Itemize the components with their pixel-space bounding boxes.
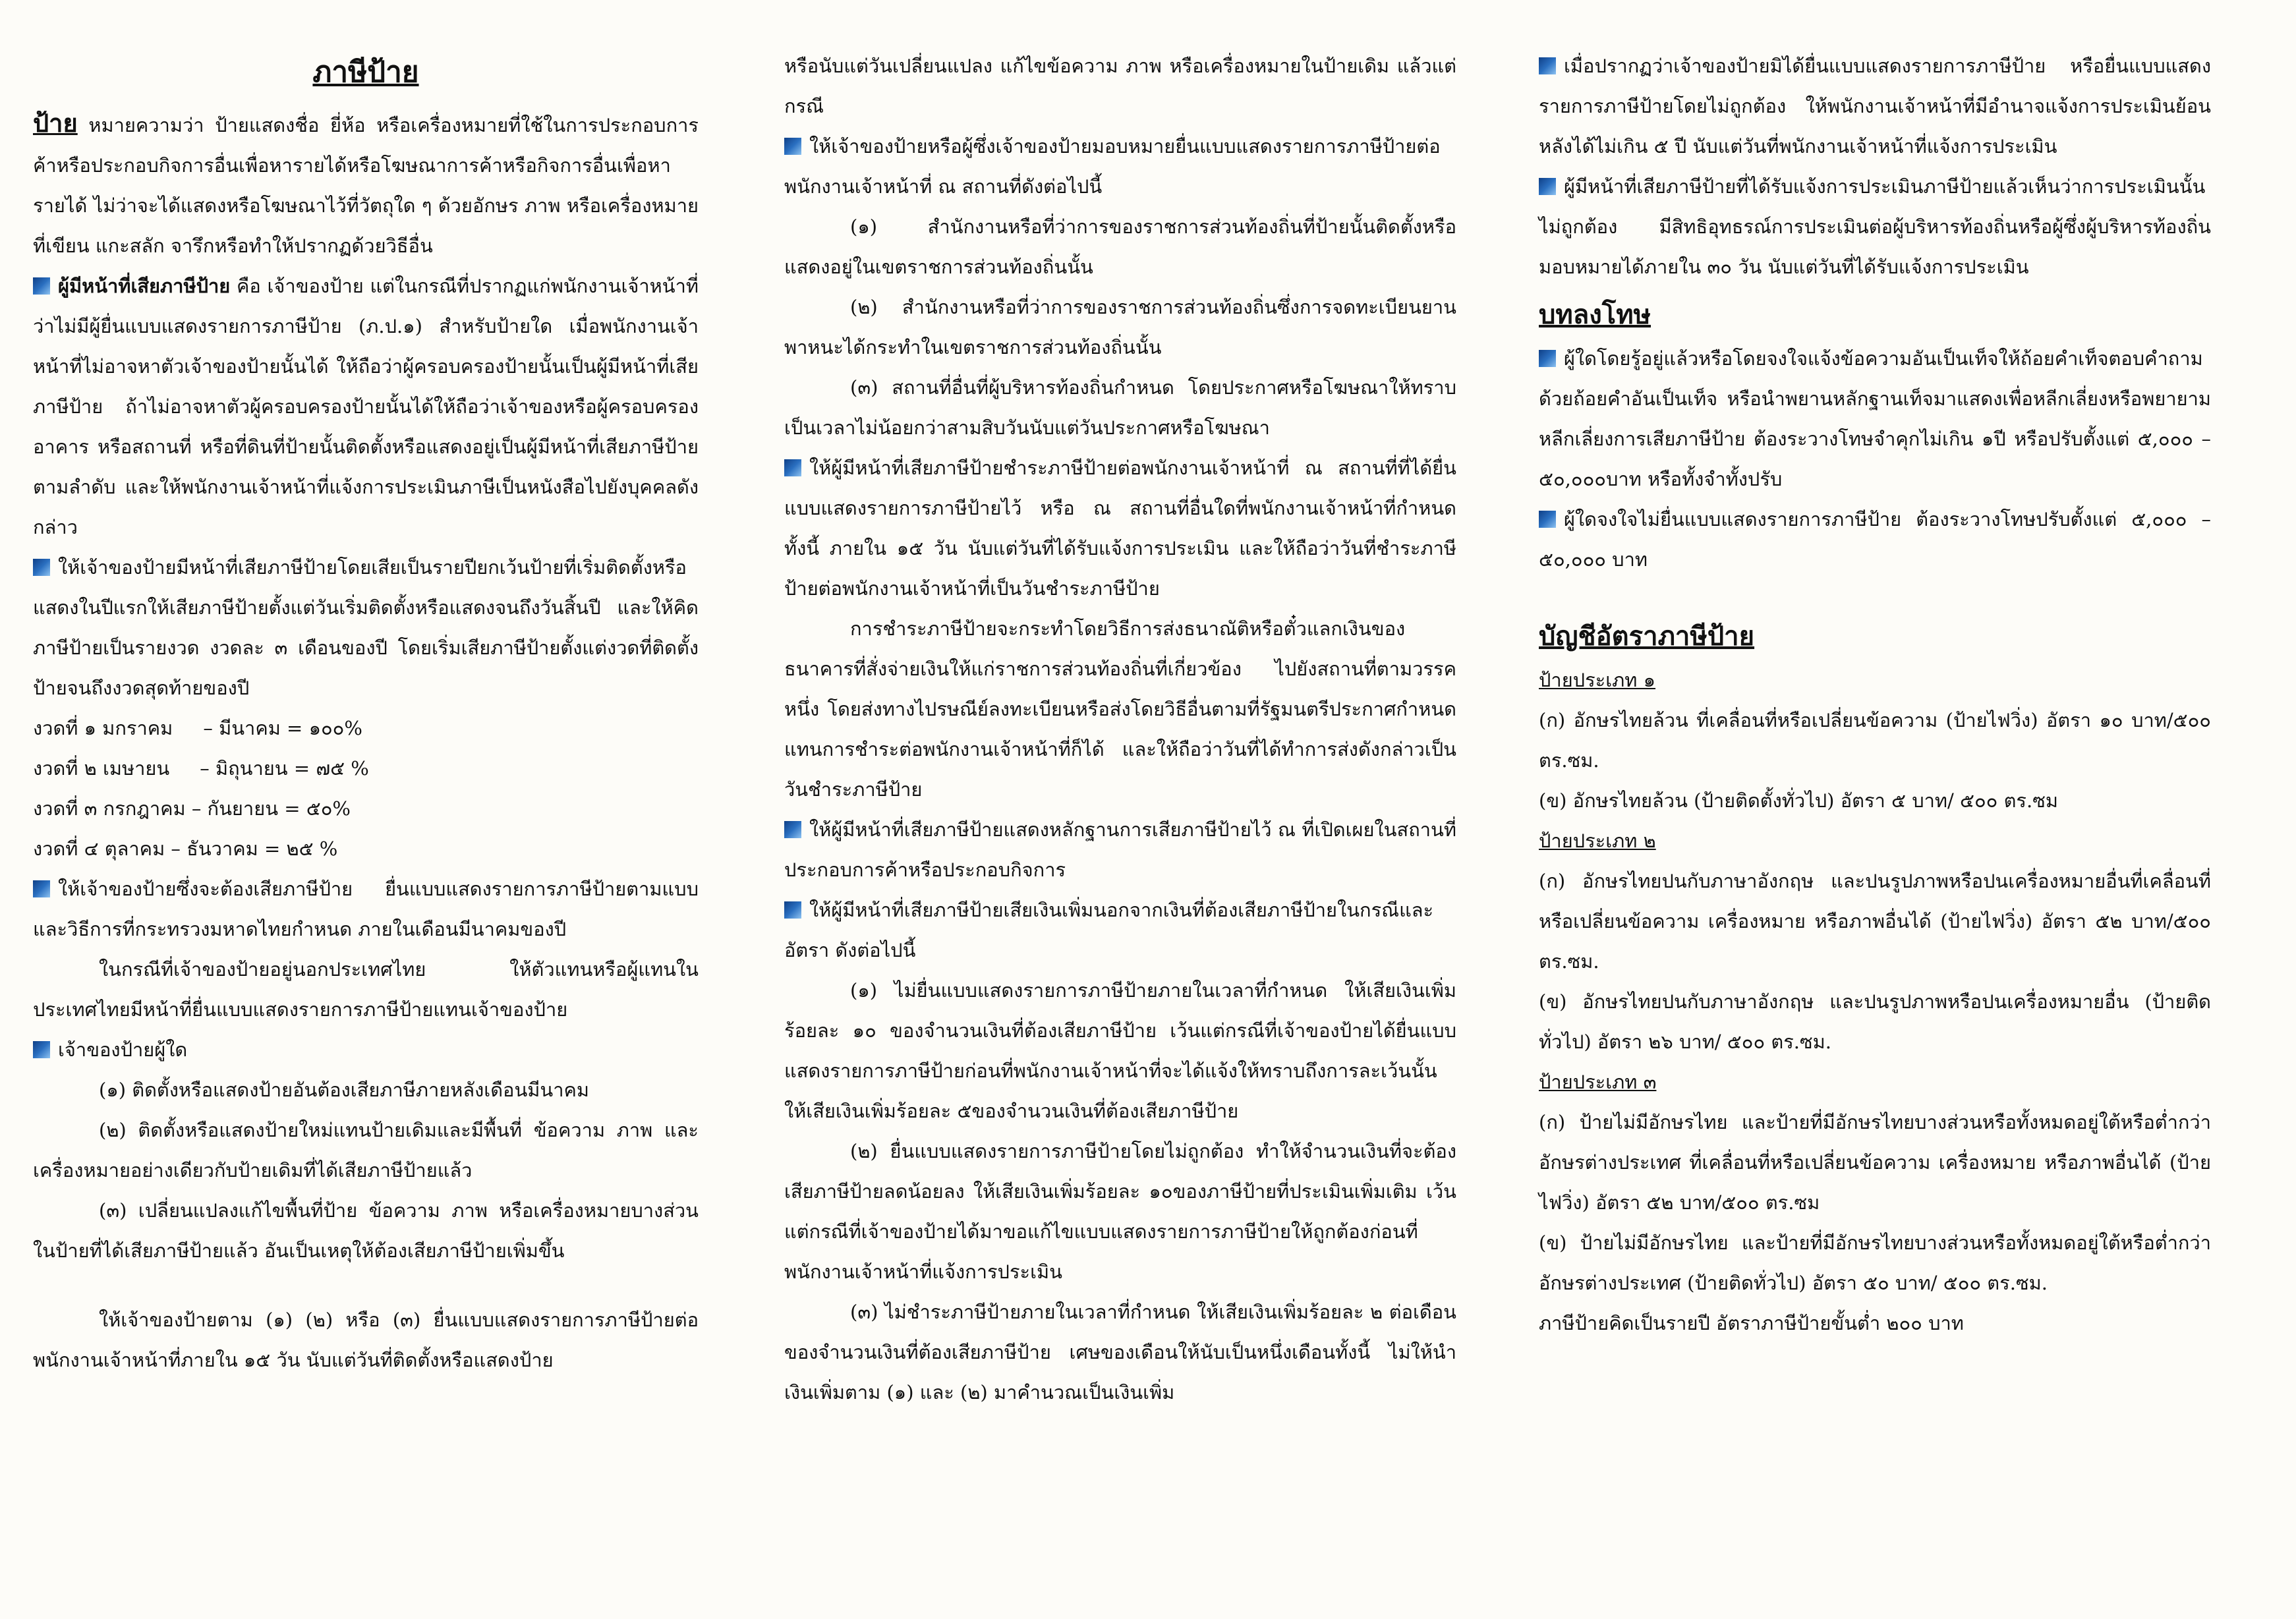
appeal-text: ผู้มีหน้าที่เสียภาษีป้ายที่ได้รับแจ้งการประเมินภาษีป้ายแล้วเห็นว่าการประเมินนั้นไม่ถูกต้อง มีสิทธิอุทธรณ์การประเมินต่อผู้บริหารท้องถิ่นหรือผู้ซึ่งผู้บริหารท้องถิ่นมอบหมายได้ภายใน ๓๐ วัน นับแต่วันที่ได้รับแจ้งการประเมิน	[1539, 175, 2211, 278]
square-bullet-icon	[784, 459, 801, 476]
rate-item: (ก) อักษรไทยปนกับภาษาอังกฤษ และปนรูปภาพหรือปนเครื่องหมายอื่นที่เคลื่อนที่หรือเปลี่ยนข้อความ เครื่องหมาย หรือภาพอื่นได้ (ป้ายไฟวิ่ง) อัตรา ๕๒ บาท/๕๐๐ ตร.ซม.	[1539, 870, 2211, 973]
rate-item: (ก) อักษรไทยล้วน ที่เคลื่อนที่หรือเปลี่ยนข้อความ (ป้ายไฟวิ่ง) อัตรา ๑๐ บาท/๕๐๐ ตร.ซม.	[1539, 709, 2211, 772]
where-file-paragraph	[784, 127, 1456, 207]
annual-tax-text: ให้เจ้าของป้ายมีหน้าที่เสียภาษีป้ายโดยเสียเป็นรายปียกเว้นป้ายที่เริ่มติดตั้งหรือแสดงในปีแรกให้เสียภาษีป้ายตั้งแต่วันเริ่มติดตั้งหรือแสดงจนถึงวันสิ้นปี และให้คิดภาษีป้ายเป็นรายงวด งวดละ ๓ เดือนของปี โดยเริ่มเสียภาษีป้ายตั้งแต่งวดที่ติดตั้งป้ายจนถึงงวดสุดท้ายของปี	[33, 556, 699, 699]
owners-lead-text: เจ้าของป้ายผู้ใด	[58, 1038, 188, 1061]
annual-tax-paragraph	[33, 548, 699, 708]
period-row: งวดที่ ๓ กรกฎาคม – กันยายน = ๕๐%	[33, 797, 351, 820]
definition-term: ป้าย	[33, 108, 78, 138]
payment-method-paragraph: การชำระภาษีป้ายจะกระทำโดยวิธีการส่งธนาณัติหรือตั๋วแลกเงินของธนาคารที่สั่งจ่ายเงินให้แก่ราชการส่วนท้องถิ่นที่เกี่ยวข้อง ไปยังสถานที่ตามวรรคหนึ่ง โดยส่งทางไปรษณีย์ลงทะเบียนหรือส่งโดยวิธีอื่นตามที่รัฐมนตรีประกาศกำหนดแทนการชำระต่อพนักงานเจ้าหน้าที่ก็ได้ และให้ถือว่าวันที่ได้ทำการส่งดังกล่าวเป็นวันชำระภาษีป้าย	[784, 617, 1456, 801]
rate-item: (ข) อักษรไทยปนกับภาษาอังกฤษ และปนรูปภาพหรือปนเครื่องหมายอื่น (ป้ายติดทั่วไป) อัตรา ๒๖ บาท/ ๕๐๐ ตร.ซม.	[1539, 990, 2211, 1053]
pay-paragraph	[784, 448, 1456, 609]
sign-type-label: ป้ายประเภท ๓	[1539, 1071, 1657, 1093]
owners-lead-paragraph	[33, 1030, 699, 1070]
rate-item: (ก) ป้ายไม่มีอักษรไทย และป้ายที่มีอักษรไทยบางส่วนหรือทั้งหมดอยู่ใต้หรือต่ำกว่าอักษรต่างประเทศ ที่เคลื่อนที่หรือเปลี่ยนข้อความ เครื่องหมาย หรือภาพอื่นได้ (ป้ายไฟวิ่ง) อัตรา ๕๒ บาท/๕๐๐ ตร.ซม	[1539, 1111, 2211, 1214]
assessment-text: เมื่อปรากฏว่าเจ้าของป้ายมิได้ยื่นแบบแสดงรายการภาษีป้าย หรือยื่นแบบแสดงรายการภาษีป้ายโดยไม่ถูกต้อง ให้พนักงานเจ้าหน้าที่มีอำนาจแจ้งการประเมินย้อนหลังได้ไม่เกิน ๕ ปี นับแต่วันที่พนักงานเจ้าหน้าที่แจ้งการประเมิน	[1539, 55, 2211, 157]
rates-heading: บัญชีอัตราภาษีป้าย	[1539, 621, 1755, 652]
owners-item: (๓) เปลี่ยนแปลงแก้ไขพื้นที่ป้าย ข้อความ ภาพ หรือเครื่องหมายบางส่วนในป้ายที่ได้เสียภาษีป้ายแล้ว อันเป็นเหตุให้ต้องเสียภาษีป้ายเพิ่มขึ้น	[33, 1199, 699, 1262]
square-bullet-icon	[33, 277, 50, 295]
square-bullet-icon	[1539, 511, 1556, 528]
filing-paragraph	[33, 869, 699, 950]
where-file-item: (๒) สำนักงานหรือที่ว่าการของราชการส่วนท้องถิ่นซึ่งการจดทะเบียนยานพาหนะได้กระทำในเขตราชการส่วนท้องถิ่นนั้น	[784, 296, 1456, 358]
spacer	[1539, 580, 2211, 609]
taxpayer-text: คือ เจ้าของป้าย แต่ในกรณีที่ปรากฏแก่พนักงานเจ้าหน้าที่ว่าไม่มีผู้ยื่นแบบแสดงรายการภาษีป้าย (ภ.ป.๑) สำหรับป้ายใด เมื่อพนักงานเจ้าหน้าที่ไม่อาจหาตัวเจ้าของป้ายนั้นได้ ให้ถือว่าผู้ครอบครองป้ายนั้นเป็นผู้มีหน้าที่เสียภาษีป้าย ถ้าไม่อาจหาตัวผู้ครอบครองป้ายนั้นได้ให้ถือว่าเจ้าของหรือผู้ครอบครองอาคาร หรือสถานที่ หรือที่ดินที่ป้ายนั้นติดตั้งหรือแสดงอยู่เป็นผู้มีหน้าที่เสียภาษีป้ายตามลำดับ และให้พนักงานเจ้าหน้าที่แจ้งการประเมินภาษีเป็นหนังสือไปยังบุคคลดังกล่าว	[33, 275, 699, 538]
square-bullet-icon	[784, 821, 801, 838]
middle-column	[784, 46, 1456, 1579]
continuation-paragraph: หรือนับแต่วันเปลี่ยนแปลง แก้ไขข้อความ ภาพ หรือเครื่องหมายในป้ายเดิม แล้วแต่กรณี	[784, 55, 1456, 117]
evidence-text: ให้ผู้มีหน้าที่เสียภาษีป้ายแสดงหลักฐานการเสียภาษีป้ายไว้ ณ ที่เปิดเผยในสถานที่ประกอบการค้าหรือประกอบกิจการ	[784, 818, 1456, 881]
abroad-paragraph: ในกรณีที่เจ้าของป้ายอยู่นอกประเทศไทย ให้ตัวแทนหรือผู้แทนในประเทศไทยมีหน้าที่ยื่นแบบแสดงรายการภาษีป้ายแทนเจ้าของป้าย	[33, 958, 699, 1021]
penalty-paragraph	[1539, 339, 2211, 499]
evidence-paragraph	[784, 810, 1456, 890]
penalty-heading: บทลงโทษ	[1539, 299, 1651, 330]
square-bullet-icon	[784, 901, 801, 919]
left-column	[33, 46, 699, 1579]
pay-text: ให้ผู้มีหน้าที่เสียภาษีป้ายชำระภาษีป้ายต่อพนักงานเจ้าหน้าที่ ณ สถานที่ที่ได้ยื่นแบบแสดงรายการภาษีป้ายไว้ หรือ ณ สถานที่อื่นใดที่พนักงานเจ้าหน้าที่กำหนด ทั้งนี้ ภายใน ๑๕ วัน นับแต่วันที่ได้รับแจ้งการประเมิน และให้ถือว่าวันที่ชำระภาษีป้ายต่อพนักงานเจ้าหน้าที่เป็นวันชำระภาษีป้าย	[784, 457, 1456, 600]
penalty-paragraph	[1539, 499, 2211, 580]
period-row: งวดที่ ๔ ตุลาคม – ธันวาคม = ๒๕ %	[33, 838, 338, 860]
assessment-paragraph	[1539, 46, 2211, 167]
square-bullet-icon	[1539, 57, 1556, 74]
where-file-item: (๓) สถานที่อื่นที่ผู้บริหารท้องถิ่นกำหนด โดยประกาศหรือโฆษณาให้ทราบเป็นเวลาไม่น้อยกว่าสามสิบวันนับแต่วันประกาศหรือโฆษณา	[784, 376, 1456, 439]
sign-type-label: ป้ายประเภท ๑	[1539, 669, 1656, 691]
annual-note: ภาษีป้ายคิดเป็นรายปี อัตราภาษีป้ายขั้นต่ำ ๒๐๐ บาท	[1539, 1312, 1964, 1334]
square-bullet-icon	[1539, 178, 1556, 195]
surcharge-paragraph	[784, 890, 1456, 971]
square-bullet-icon	[33, 1041, 50, 1058]
square-bullet-icon	[33, 880, 50, 897]
definition-text: หมายความว่า ป้ายแสดงชื่อ ยี่ห้อ หรือเครื่องหมายที่ใช้ในการประกอบการค้าหรือประกอบกิจการอื่นเพื่อหารายได้หรือโฆษณาการค้าหรือกิจการอื่นเพื่อหารายได้ ไม่ว่าจะได้แสดงหรือโฆษณาไว้ที่วัตถุใด ๆ ด้วยอักษร ภาพ หรือเครื่องหมายที่เขียน แกะสลัก จารึกหรือทำให้ปรากฏด้วยวิธีอื่น	[33, 114, 699, 257]
appeal-paragraph	[1539, 167, 2211, 287]
penalty-text: ผู้ใดจงใจไม่ยื่นแบบแสดงรายการภาษีป้าย ต้องระวางโทษปรับตั้งแต่ ๕,๐๐๐ – ๕๐,๐๐๐ บาท	[1539, 508, 2211, 571]
right-column	[1539, 46, 2211, 1579]
where-file-text: ให้เจ้าของป้ายหรือผู้ซึ่งเจ้าของป้ายมอบหมายยื่นแบบแสดงรายการภาษีป้ายต่อพนักงานเจ้าหน้าที่ ณ สถานที่ดังต่อไปนี้	[784, 135, 1441, 198]
rate-item: (ข) ป้ายไม่มีอักษรไทย และป้ายที่มีอักษรไทยบางส่วนหรือทั้งหมดอยู่ใต้หรือต่ำกว่าอักษรต่างประเทศ (ป้ายติดทั่วไป) อัตรา ๕๐ บาท/ ๕๐๐ ตร.ซม.	[1539, 1232, 2211, 1294]
square-bullet-icon	[33, 559, 50, 576]
definition-paragraph	[33, 103, 699, 266]
surcharge-text: ให้ผู้มีหน้าที่เสียภาษีป้ายเสียเงินเพิ่มนอกจากเงินที่ต้องเสียภาษีป้ายในกรณีและอัตรา ดังต่อไปนี้	[784, 899, 1434, 961]
rate-item: (ข) อักษรไทยล้วน (ป้ายติดตั้งทั่วไป) อัตรา ๕ บาท/ ๕๐๐ ตร.ซม	[1539, 789, 2058, 812]
filing-text: ให้เจ้าของป้ายซึ่งจะต้องเสียภาษีป้าย ยื่นแบบแสดงรายการภาษีป้ายตามแบบและวิธีการที่กระทรวงมหาดไทยกำหนด ภายในเดือนมีนาคมของปี	[33, 878, 699, 940]
taxpayer-paragraph	[33, 266, 699, 548]
surcharge-item: (๓) ไม่ชำระภาษีป้ายภายในเวลาที่กำหนด ให้เสียเงินเพิ่มร้อยละ ๒ ต่อเดือนของจำนวนเงินที่ต้องเสียภาษีป้าย เศษของเดือนให้นับเป็นหนึ่งเดือนทั้งนี้ ไม่ให้นำเงินเพิ่มตาม (๑) และ (๒) มาคำนวณเป็นเงินเพิ่ม	[784, 1301, 1456, 1404]
spacer	[33, 1271, 699, 1300]
owners-instruction: ให้เจ้าของป้ายตาม (๑) (๒) หรือ (๓) ยื่นแบบแสดงรายการภาษีป้ายต่อพนักงานเจ้าหน้าที่ภายใน ๑๕ วัน นับแต่วันที่ติดตั้งหรือแสดงป้าย	[33, 1309, 699, 1371]
square-bullet-icon	[1539, 350, 1556, 367]
taxpayer-term: ผู้มีหน้าที่เสียภาษีป้าย	[58, 275, 231, 297]
owners-item: (๒) ติดตั้งหรือแสดงป้ายใหม่แทนป้ายเดิมและมีพื้นที่ ข้อความ ภาพ และเครื่องหมายอย่างเดียวกับป้ายเดิมที่ได้เสียภาษีป้ายแล้ว	[33, 1119, 699, 1181]
page-title: ภาษีป้าย	[312, 55, 419, 89]
owners-item: (๑) ติดตั้งหรือแสดงป้ายอันต้องเสียภาษีภายหลังเดือนมีนาคม	[99, 1079, 590, 1101]
penalty-text: ผู้ใดโดยรู้อยู่แล้วหรือโดยจงใจแจ้งข้อความอันเป็นเท็จให้ถ้อยคำเท็จตอบคำถามด้วยถ้อยคำอันเป็นเท็จ หรือนำพยานหลักฐานเท็จมาแสดงเพื่อหลีกเลี่ยงหรือพยายามหลีกเลี่ยงการเสียภาษีป้าย ต้องระวางโทษจำคุกไม่เกิน ๑ปี หรือปรับตั้งแต่ ๕,๐๐๐ – ๕๐,๐๐๐บาท หรือทั้งจำทั้งปรับ	[1539, 347, 2211, 490]
period-row: งวดที่ ๑ มกราคม – มีนาคม = ๑๐๐%	[33, 717, 362, 739]
period-row: งวดที่ ๒ เมษายน – มิถุนายน = ๗๕ %	[33, 757, 369, 780]
square-bullet-icon	[784, 138, 801, 155]
surcharge-item: (๒) ยื่นแบบแสดงรายการภาษีป้ายโดยไม่ถูกต้อง ทำให้จำนวนเงินที่จะต้องเสียภาษีป้ายลดน้อยลง ให้เสียเงินเพิ่มร้อยละ ๑๐ของภาษีป้ายที่ประเมินเพิ่มเติม เว้นแต่กรณีที่เจ้าของป้ายได้มาขอแก้ไขแบบแสดงรายการภาษีป้ายให้ถูกต้องก่อนที่พนักงานเจ้าหน้าที่แจ้งการประเมิน	[784, 1140, 1456, 1283]
surcharge-item: (๑) ไม่ยื่นแบบแสดงรายการภาษีป้ายภายในเวลาที่กำหนด ให้เสียเงินเพิ่มร้อยละ ๑๐ ของจำนวนเงินที่ต้องเสียภาษีป้าย เว้นแต่กรณีที่เจ้าของป้ายได้ยื่นแบบแสดงรายการภาษีป้ายก่อนที่พนักงานเจ้าหน้าที่จะได้แจ้งให้ทราบถึงการละเว้นนั้นให้เสียเงินเพิ่มร้อยละ ๕ของจำนวนเงินที่ต้องเสียภาษีป้าย	[784, 979, 1456, 1122]
sign-type-label: ป้ายประเภท ๒	[1539, 830, 1656, 852]
where-file-item: (๑) สำนักงานหรือที่ว่าการของราชการส่วนท้องถิ่นที่ป้ายนั้นติดตั้งหรือแสดงอยู่ในเขตราชการส่วนท้องถิ่นนั้น	[784, 215, 1456, 278]
